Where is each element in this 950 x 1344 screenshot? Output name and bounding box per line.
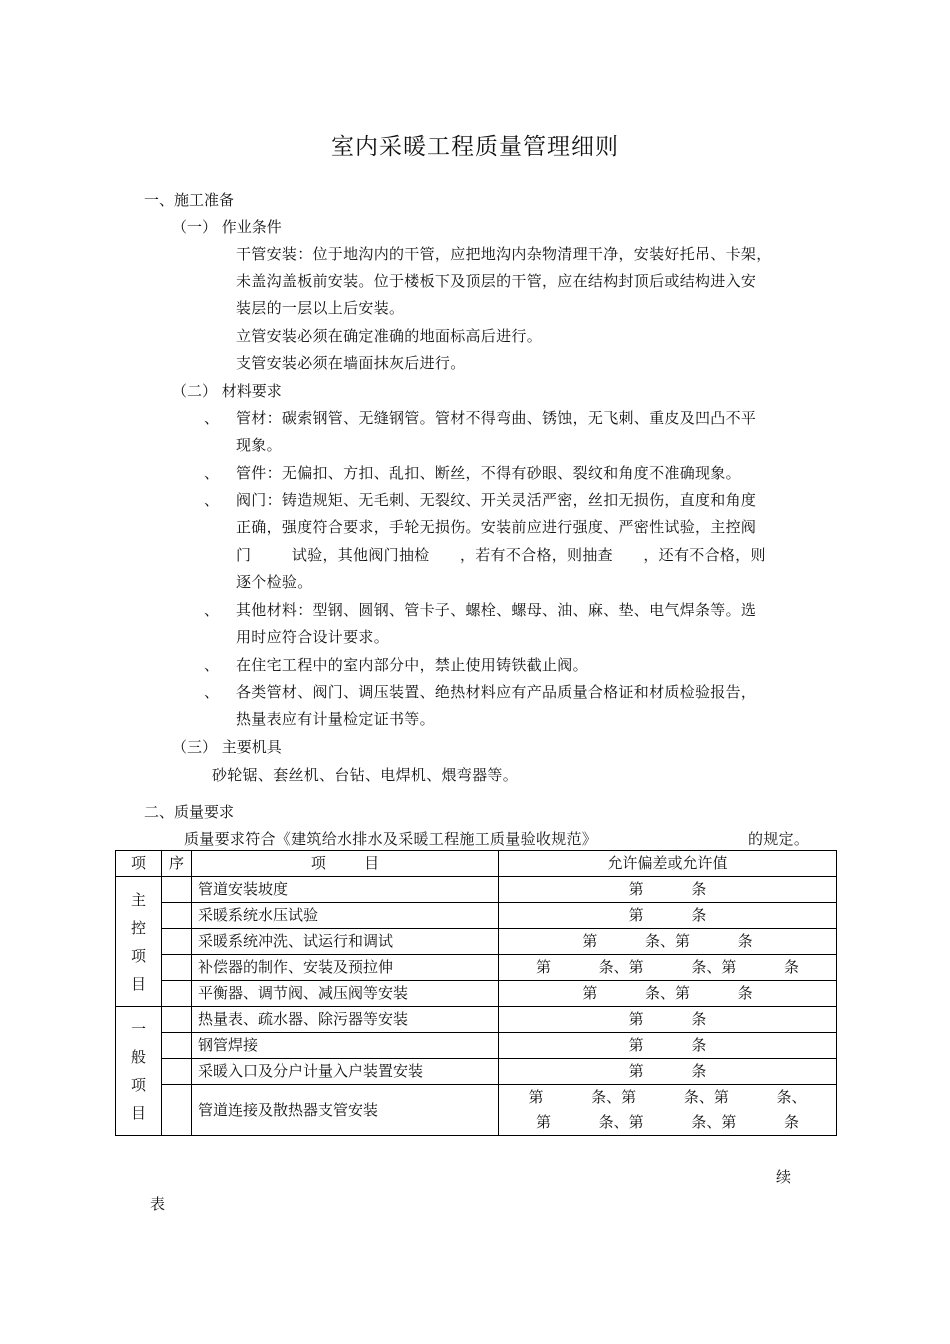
subsection-heading-tools: （三） 主要机具 bbox=[172, 738, 282, 756]
list-bullet: 、 bbox=[204, 464, 220, 482]
value-cell: 第 条 bbox=[499, 1033, 837, 1059]
item-cell: 平衡器、调节阀、减压阀等安装 bbox=[192, 981, 499, 1007]
seq-cell bbox=[162, 929, 192, 955]
value-cell: 第 条、第 条 bbox=[499, 981, 837, 1007]
value-cell: 第 条 bbox=[499, 1007, 837, 1033]
section-heading-quality: 二、质量要求 bbox=[144, 803, 235, 821]
list-bullet: 、 bbox=[204, 601, 220, 619]
list-item-line: 管材：碳索钢管、无缝钢管。管材不得弯曲、锈蚀，无飞刺、重皮及凹凸不平 bbox=[236, 409, 757, 427]
intro-text-end: 的规定。 bbox=[748, 830, 810, 848]
header-cell: 项 bbox=[116, 851, 162, 877]
seq-cell bbox=[162, 1007, 192, 1033]
seq-cell bbox=[162, 955, 192, 981]
item-cell: 采暖系统水压试验 bbox=[192, 903, 499, 929]
continued-marker: 续 bbox=[776, 1168, 792, 1186]
seq-cell bbox=[162, 1085, 192, 1136]
list-item-line: 用时应符合设计要求。 bbox=[236, 628, 390, 646]
table-row bbox=[116, 955, 837, 981]
item-cell: 采暖入口及分户计量入户装置安装 bbox=[192, 1059, 499, 1085]
seq-cell bbox=[162, 1059, 192, 1085]
list-item-line: 在住宅工程中的室内部分中，禁止使用铸铁截止阀。 bbox=[236, 656, 588, 674]
table-row bbox=[116, 1007, 837, 1033]
seq-cell bbox=[162, 1033, 192, 1059]
header-cell: 项 目 bbox=[192, 851, 499, 877]
value-cell: 第 条、第 条 bbox=[499, 929, 837, 955]
seq-cell bbox=[162, 981, 192, 1007]
paragraph-line: 砂轮锯、套丝机、台钻、电焊机、煨弯器等。 bbox=[212, 766, 519, 784]
table-header-row bbox=[116, 851, 837, 877]
value-cell: 第 条 bbox=[499, 903, 837, 929]
list-item-line: 其他材料：型钢、圆钢、管卡子、螺栓、螺母、油、麻、垫、电气焊条等。选 bbox=[236, 601, 757, 619]
paragraph-line: 干管安装：位于地沟内的干管，应把地沟内杂物清理干净，安装好托吊、卡架， bbox=[236, 245, 772, 263]
table-row bbox=[116, 929, 837, 955]
table-row bbox=[116, 1059, 837, 1085]
table-row bbox=[116, 1033, 837, 1059]
value-cell: 第 条、第 条、第 条、 第 条、第 条、第 条 bbox=[499, 1085, 837, 1136]
header-cell: 序 bbox=[162, 851, 192, 877]
item-cell: 采暖系统冲洗、试运行和调试 bbox=[192, 929, 499, 955]
group-label-main-control: 主 控 项 目 bbox=[116, 877, 162, 1007]
header-cell: 允许偏差或允许值 bbox=[499, 851, 837, 877]
paragraph-line: 立管安装必须在确定准确的地面标高后进行。 bbox=[236, 327, 543, 345]
item-cell: 补偿器的制作、安装及预拉伸 bbox=[192, 955, 499, 981]
group-label-general: 一 般 项 目 bbox=[116, 1007, 162, 1136]
list-bullet: 、 bbox=[204, 491, 220, 509]
list-bullet: 、 bbox=[204, 409, 220, 427]
paragraph-line: 装层的一层以上后安装。 bbox=[236, 299, 405, 317]
value-cell: 第 条 bbox=[499, 1059, 837, 1085]
value-cell: 第 条 bbox=[499, 877, 837, 903]
subsection-heading-work-conditions: （一） 作业条件 bbox=[172, 218, 282, 236]
seq-cell bbox=[162, 877, 192, 903]
seq-cell bbox=[162, 903, 192, 929]
table-row bbox=[116, 1085, 837, 1136]
table-row bbox=[116, 981, 837, 1007]
quality-table bbox=[115, 850, 837, 1136]
item-cell: 热量表、疏水器、除污器等安装 bbox=[192, 1007, 499, 1033]
item-cell: 管道连接及散热器支管安装 bbox=[192, 1085, 499, 1136]
table-row bbox=[116, 877, 837, 903]
intro-text: 质量要求符合《建筑给水排水及采暖工程施工质量验收规范》 bbox=[184, 830, 598, 848]
subsection-heading-materials: （二） 材料要求 bbox=[172, 382, 282, 400]
list-item-line: 现象。 bbox=[236, 436, 282, 454]
paragraph-line: 支管安装必须在墙面抹灰后进行。 bbox=[236, 354, 466, 372]
list-bullet: 、 bbox=[204, 683, 220, 701]
list-item-line: 热量表应有计量检定证书等。 bbox=[236, 710, 435, 728]
page-title: 室内采暖工程质量管理细则 bbox=[331, 134, 619, 160]
continued-marker-table: 表 bbox=[150, 1195, 166, 1213]
list-item-line: 管件：无偏扣、方扣、乱扣、断丝，不得有砂眼、裂纹和角度不准确现象。 bbox=[236, 464, 741, 482]
list-item-line: 逐个检验。 bbox=[236, 573, 313, 591]
section-heading-preparation: 一、施工准备 bbox=[144, 191, 235, 209]
value-cell: 第 条、第 条、第 条 bbox=[499, 955, 837, 981]
paragraph-line: 未盖沟盖板前安装。位于楼板下及顶层的干管，应在结构封顶后或结构进入安 bbox=[236, 272, 757, 290]
list-item-line: 阀门：铸造规矩、无毛刺、无裂纹、开关灵活严密，丝扣无损伤，直度和角度 bbox=[236, 491, 757, 509]
table-row bbox=[116, 903, 837, 929]
item-cell: 管道安装坡度 bbox=[192, 877, 499, 903]
list-item-line: 各类管材、阀门、调压装置、绝热材料应有产品质量合格证和材质检验报告， bbox=[236, 683, 757, 701]
list-item-line: 正确，强度符合要求，手轮无损伤。安装前应进行强度、严密性试验，主控阀 bbox=[236, 518, 757, 536]
item-cell: 钢管焊接 bbox=[192, 1033, 499, 1059]
list-bullet: 、 bbox=[204, 656, 220, 674]
list-item-line: 门 试验，其他阀门抽检 ，若有不合格，则抽查 ，还有不合格，则 bbox=[236, 546, 766, 564]
